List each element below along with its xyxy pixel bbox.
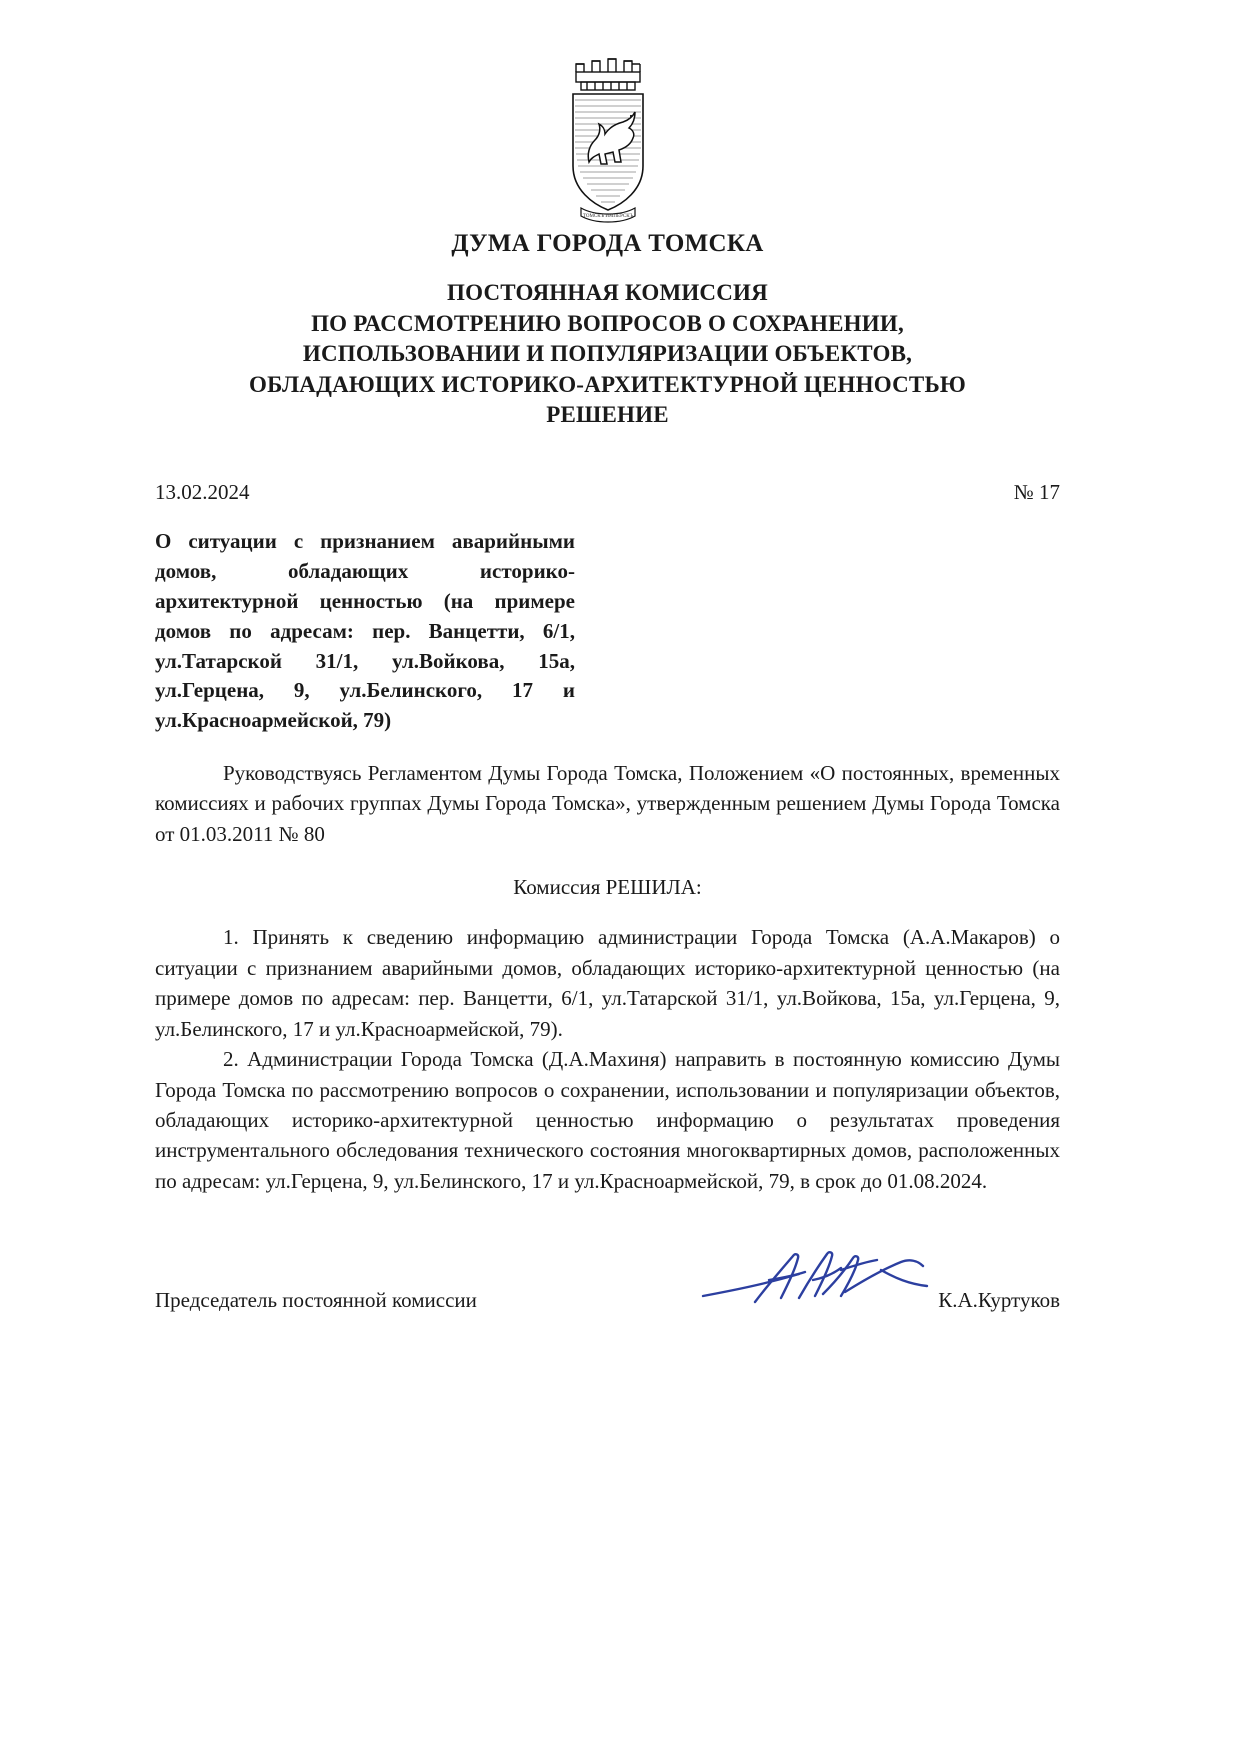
commission-title-line-4: ОБЛАДАЮЩИХ ИСТОРИКО-АРХИТЕКТУРНОЙ ЦЕННОСТЬЮ [249, 371, 966, 397]
document-meta-row [155, 480, 1060, 505]
commission-title-line-3: ИСПОЛЬЗОВАНИИ И ПОПУЛЯРИЗАЦИИ ОБЪЕКТОВ, [302, 341, 913, 367]
tomsk-coat-of-arms-icon [543, 58, 673, 226]
decision-item-1: 1. Принять к сведению информацию администрации Города Томска (А.А.Макаров) о ситуации с признанием аварийными домов, обладающих историко-архитектурной ценностью (на примере домов по адресам: пер. Ванцетти, 6/1, ул.Татарской 31/1, ул.Войкова, 15а, ул.Герцена, 9, ул.Белинского, 17 и ул.Красноармейской, 79). [155, 925, 1060, 1041]
document-subject: О ситуации с признанием аварийными домов, обладающих историко-архитектурной ценностью (на примере домов по адресам: пер. Ванцетти, 6/1, ул.Татарской 31/1, ул.Войкова, 15а, ул.Герцена, 9, ул.Белинского, 17 и ул.Красноармейской, 79) [155, 529, 575, 733]
document-type-heading: РЕШЕНИЕ [546, 402, 669, 428]
document-date: 13.02.2024 [155, 480, 250, 505]
signature-role: Председатель постоянной комиссии [155, 1288, 477, 1313]
signature-name: К.А.Куртуков [938, 1288, 1060, 1313]
document-number: № 17 [1013, 480, 1060, 505]
preamble-paragraph: Руководствуясь Регламентом Думы Города Томска, Положением «О постоянных, временных комиссиях и рабочих группах Думы Города Томска», утвержденным решением Думы Города Томска от 01.03.2011 № 80 [155, 761, 1060, 846]
commission-title-line-1: ПОСТОЯННАЯ КОМИССИЯ [447, 280, 768, 305]
emblem-container [155, 58, 1060, 226]
resolved-header: Комиссия РЕШИЛА: [513, 875, 702, 900]
decision-item-2: 2. Администрации Города Томска (Д.А.Махиня) направить в постоянную комиссию Думы Города Томска по рассмотрению вопросов о сохранении, использовании и популяризации объектов, обладающих историко-архитектурной ценностью информацию о результатах проведения инструментального обследования технического состояния многоквартирных домов, расположенных по адресам: ул.Герцена, 9, ул.Белинского, 17 и ул.Красноармейской, 79, в срок до 01.08.2024. [155, 1047, 1060, 1193]
signature-row [155, 1288, 1060, 1313]
organization-title: ДУМА ГОРОДА ТОМСКА [451, 230, 764, 257]
document-content [155, 0, 1060, 1313]
handwritten-signature-icon [695, 1240, 955, 1320]
svg-text:ТОМСКЪ ИМПЕРСКЪ: ТОМСКЪ ИМПЕРСКЪ [582, 214, 633, 219]
commission-title [155, 278, 1060, 400]
commission-title-line-2: ПО РАССМОТРЕНИЮ ВОПРОСОВ О СОХРАНЕНИИ, [311, 310, 904, 336]
